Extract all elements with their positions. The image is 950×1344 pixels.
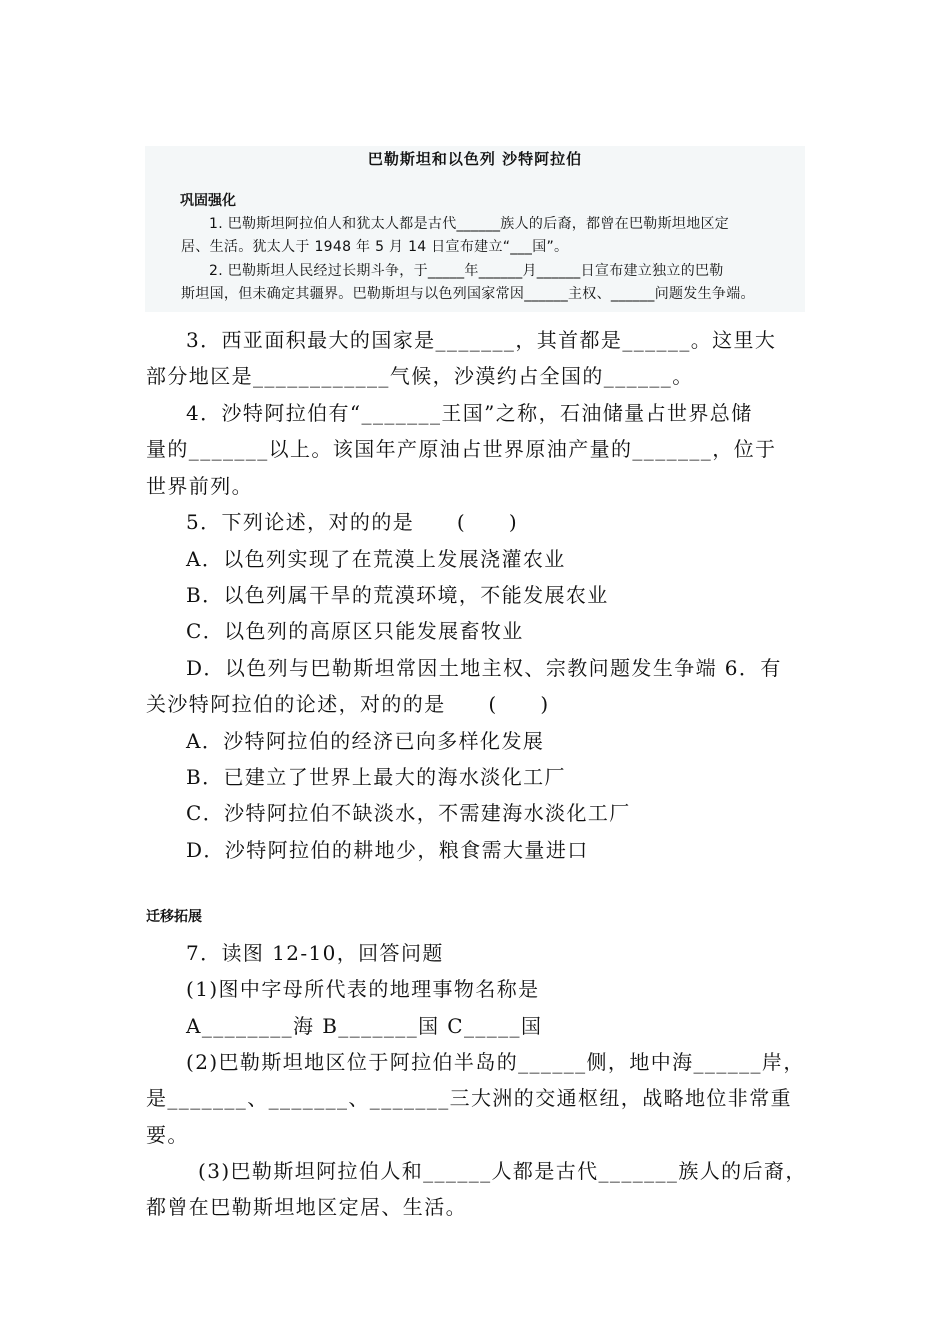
excerpt-title: 巴勒斯坦和以色列 沙特阿拉伯 xyxy=(367,150,583,168)
question-7-part-2-line-1: (2)巴勒斯坦地区位于阿拉伯半岛的______侧，地中海______岸， xyxy=(186,1050,805,1074)
excerpt-line: 居、生活。犹太人于 1948 年 5 月 14 日宣布建立“___国”。 xyxy=(181,239,569,255)
question-6-option-c: C．沙特阿拉伯不缺淡水，不需建海水淡化工厂 xyxy=(186,801,631,825)
question-4-line-2: 量的_______以上。该国年产原油占世界原油产量的_______，位于 xyxy=(146,437,777,461)
question-5-option-a: A．以色列实现了在荒漠上发展浇灌农业 xyxy=(186,547,566,571)
question-5-option-d: D．以色列与巴勒斯坦常因土地主权、宗教问题发生争端 6．有 xyxy=(186,656,782,680)
excerpt-line: 2. 巴勒斯坦人民经过长期斗争，于_____年______月______日宣布建立独立的巴勒 xyxy=(209,263,724,279)
question-5-option-b: B．以色列属干旱的荒漠环境，不能发展农业 xyxy=(186,583,609,607)
excerpt-line: 1. 巴勒斯坦阿拉伯人和犹太人都是古代______族人的后裔，都曾在巴勒斯坦地区定 xyxy=(209,216,730,232)
question-4-line-3: 世界前列。 xyxy=(146,474,253,498)
question-7-part-3-line-2: 都曾在巴勒斯坦地区定居、生活。 xyxy=(146,1195,467,1219)
question-7-stem: 7．读图 12-10，回答问题 xyxy=(186,941,444,965)
question-6-stem: 关沙特阿拉伯的论述，对的的是 ( ) xyxy=(146,692,550,716)
question-7-part-3-line-1: (3)巴勒斯坦阿拉伯人和______人都是古代_______族人的后裔， xyxy=(198,1159,807,1183)
question-5-option-c: C．以色列的高原区只能发展畜牧业 xyxy=(186,619,524,643)
question-6-option-d: D．沙特阿拉伯的耕地少，粮食需大量进口 xyxy=(186,838,589,862)
question-7-part-2-line-3: 要。 xyxy=(146,1123,189,1147)
question-6-option-b: B．已建立了世界上最大的海水淡化工厂 xyxy=(186,765,566,789)
question-4-line-1: 4．沙特阿拉伯有“_______王国”之称，石油储量占世界总储 xyxy=(186,401,753,425)
question-7-part-1: (1)图中字母所代表的地理事物名称是 xyxy=(186,977,540,1001)
excerpt-line: 斯坦国，但未确定其疆界。巴勒斯坦与以色列国家常因______主权、______问题发生争端。 xyxy=(181,286,755,302)
question-7-part-2-line-2: 是_______、_______、_______三大洲的交通枢纽，战略地位非常重 xyxy=(146,1086,792,1110)
section-heading-extension: 迁移拓展 xyxy=(146,909,202,925)
question-5-stem: 5．下列论述，对的的是 ( ) xyxy=(186,510,519,534)
question-3-line-1: 3．西亚面积最大的国家是_______，其首都是______。这里大 xyxy=(186,328,777,352)
scanned-excerpt-image xyxy=(145,146,805,312)
excerpt-section-heading: 巩固强化 xyxy=(180,193,236,209)
question-7-part-1-blanks: A________海 B_______国 C_____国 xyxy=(186,1014,543,1038)
question-3-line-2: 部分地区是____________气候，沙漠约占全国的______。 xyxy=(146,364,694,388)
question-6-option-a: A．沙特阿拉伯的经济已向多样化发展 xyxy=(186,729,545,753)
